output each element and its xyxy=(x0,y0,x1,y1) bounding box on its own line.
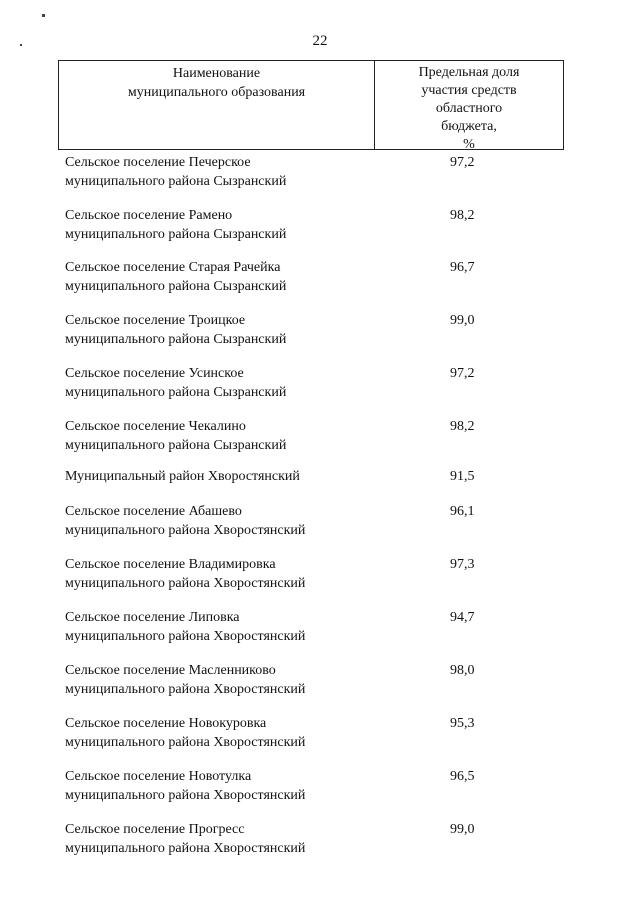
municipality-name: Сельское поселение Печерское муниципального района Сызранский xyxy=(65,155,287,189)
budget-share-value: 94,7 xyxy=(450,610,475,625)
municipality-name: Сельское поселение Усинское муниципального района Сызранский xyxy=(65,366,287,400)
budget-share-value: 96,5 xyxy=(450,769,475,784)
budget-share-value: 96,1 xyxy=(450,504,475,519)
municipality-name: Сельское поселение Старая Рачейка муниципального района Сызранский xyxy=(65,260,287,294)
municipality-name: Сельское поселение Масленниково муниципального района Хворостянский xyxy=(65,663,306,697)
page-number: 22 xyxy=(312,33,328,49)
municipality-name: Сельское поселение Рамено муниципального района Сызранский xyxy=(65,208,287,242)
budget-share-value: 96,7 xyxy=(450,260,475,275)
budget-share-value: 98,2 xyxy=(450,208,475,223)
budget-share-value: 97,3 xyxy=(450,557,475,572)
municipality-name: Сельское поселение Новотулка муниципального района Хворостянский xyxy=(65,769,306,803)
municipality-name: Сельское поселение Новокуровка муниципального района Хворостянский xyxy=(65,716,306,750)
budget-share-value: 91,5 xyxy=(450,469,475,484)
budget-share-value: 98,2 xyxy=(450,419,475,434)
municipality-name: Сельское поселение Троицкое муниципального района Сызранский xyxy=(65,313,287,347)
budget-share-value: 99,0 xyxy=(450,313,475,328)
header-name-column: Наименование муниципального образования xyxy=(59,61,375,149)
municipality-name: Сельское поселение Липовка муниципального района Хворостянский xyxy=(65,610,306,644)
budget-share-value: 97,2 xyxy=(450,155,475,170)
budget-share-value: 98,0 xyxy=(450,663,475,678)
municipality-name: Сельское поселение Абашево муниципального района Хворостянский xyxy=(65,504,306,538)
municipality-name: Муниципальный район Хворостянский xyxy=(65,469,300,484)
municipality-name: Сельское поселение Владимировка муниципального района Хворостянский xyxy=(65,557,306,591)
municipality-name: Сельское поселение Прогресс муниципального района Хворостянский xyxy=(65,822,306,856)
budget-share-value: 99,0 xyxy=(450,822,475,837)
budget-share-value: 95,3 xyxy=(450,716,475,731)
header-share-column: Предельная доля участия средств областного бюджета, % xyxy=(418,65,520,152)
budget-share-value: 97,2 xyxy=(450,366,475,381)
municipality-name: Сельское поселение Чекалино муниципального района Сызранский xyxy=(65,419,287,453)
